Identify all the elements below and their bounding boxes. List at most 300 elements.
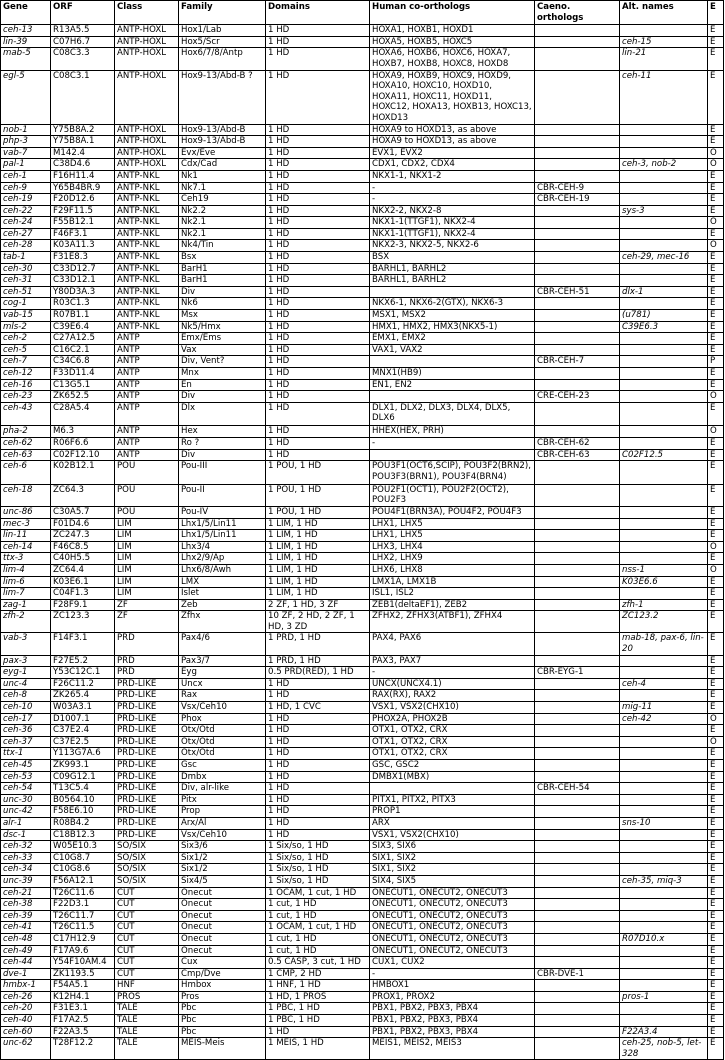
alt-names-cell: K03E6.6 (620, 576, 708, 588)
family-cell: Lhx2/9/Ap (179, 553, 266, 565)
family-cell: Nk2.2 (179, 205, 266, 217)
family-cell: Div (179, 449, 266, 461)
family-cell: LMX (179, 576, 266, 588)
human-orthologs-cell: ONECUT1, ONECUT2, ONECUT3 (370, 899, 535, 911)
family-cell: Nk4/Tin (179, 240, 266, 252)
orf-cell: ZC247.3 (51, 530, 115, 542)
evidence-cell: E (708, 1038, 724, 1060)
alt-names-cell: dlx-1 (620, 286, 708, 298)
orf-cell: C04F1.3 (51, 588, 115, 600)
table-row (1, 205, 724, 217)
class-cell: ANTP-HOXL (115, 36, 179, 48)
family-cell: Pou-IV (179, 506, 266, 518)
alt-names-cell: pros-1 (620, 991, 708, 1003)
domains-cell: 1 HD (266, 205, 370, 217)
class-cell: PRD-LIKE (115, 760, 179, 772)
orf-cell: R06F6.6 (51, 437, 115, 449)
class-cell: PRD-LIKE (115, 783, 179, 795)
domains-cell: 1 HD (266, 678, 370, 690)
evidence-cell: P (708, 356, 724, 368)
evidence-cell: E (708, 910, 724, 922)
orf-cell: M6.3 (51, 426, 115, 438)
evidence-cell: E (708, 611, 724, 633)
family-cell: Zeb (179, 599, 266, 611)
table-row (1, 310, 724, 322)
human-orthologs-cell (370, 449, 535, 461)
family-cell: Zfhx (179, 611, 266, 633)
family-cell: Nk6 (179, 298, 266, 310)
caeno-orthologs-cell: CBR-CEH-19 (535, 194, 620, 206)
gene-cell: ceh-13 (1, 25, 51, 37)
evidence-cell: E (708, 205, 724, 217)
family-cell: Nk5/Hmx (179, 321, 266, 333)
caeno-orthologs-cell: CBR-EYG-1 (535, 667, 620, 679)
class-cell: PRD (115, 667, 179, 679)
table-row (1, 829, 724, 841)
human-orthologs-cell: HOXA9, HOXB9, HOXC9, HOXD9, HOXA10, HOXC10, HOXD10, HOXA11, HOXC11, HOXD11, HOXC12, HOXA13, HOXB13, HOXC13, HOXD13 (370, 70, 535, 124)
caeno-orthologs-cell: CBR-CEH-51 (535, 286, 620, 298)
class-cell: TALE (115, 1038, 179, 1060)
caeno-orthologs-cell: CBR-CEH-62 (535, 437, 620, 449)
domains-cell: 1 LIM, 1 HD (266, 553, 370, 565)
alt-names-cell: C02F12.5 (620, 449, 708, 461)
caeno-orthologs-cell (535, 887, 620, 899)
class-cell: PRD-LIKE (115, 713, 179, 725)
table-row (1, 484, 724, 506)
table-row (1, 217, 724, 229)
caeno-orthologs-cell (535, 506, 620, 518)
gene-cell: ceh-1 (1, 170, 51, 182)
gene-cell: zfh-2 (1, 611, 51, 633)
alt-names-cell (620, 25, 708, 37)
family-cell: Cdx/Cad (179, 159, 266, 171)
domains-cell: 1 HD (266, 344, 370, 356)
family-cell: Otx/Otd (179, 736, 266, 748)
human-orthologs-cell: - (370, 968, 535, 980)
table-row (1, 1026, 724, 1038)
family-cell: Pou-II (179, 484, 266, 506)
alt-names-cell (620, 655, 708, 667)
domains-cell: 1 HD (266, 298, 370, 310)
alt-names-cell (620, 899, 708, 911)
alt-names-cell (620, 356, 708, 368)
domains-cell: 1 cut, 1 HD (266, 910, 370, 922)
human-orthologs-cell: PAX3, PAX7 (370, 655, 535, 667)
table-row (1, 240, 724, 252)
orf-cell: F17A2.5 (51, 1015, 115, 1027)
human-orthologs-cell: VSX1, VSX2(CHX10) (370, 702, 535, 714)
human-orthologs-cell: PBX1, PBX2, PBX3, PBX4 (370, 1026, 535, 1038)
alt-names-cell (620, 783, 708, 795)
table-row (1, 678, 724, 690)
caeno-orthologs-cell (535, 484, 620, 506)
alt-names-cell (620, 910, 708, 922)
table-row (1, 899, 724, 911)
alt-names-cell (620, 748, 708, 760)
gene-cell: tab-1 (1, 252, 51, 264)
table-row (1, 910, 724, 922)
family-cell: Dmbx (179, 771, 266, 783)
evidence-cell: O (708, 564, 724, 576)
family-cell: Hox9-13/Abd-B (179, 124, 266, 136)
caeno-orthologs-cell: CBR-DVE-1 (535, 968, 620, 980)
alt-names-cell (620, 344, 708, 356)
domains-cell: 1 HNF, 1 HD (266, 980, 370, 992)
gene-cell: ceh-63 (1, 449, 51, 461)
family-cell: Pros (179, 991, 266, 1003)
family-cell: Lhx1/5/Lin11 (179, 518, 266, 530)
table-row (1, 933, 724, 945)
domains-cell: 1 HD (266, 426, 370, 438)
family-cell: Onecut (179, 910, 266, 922)
class-cell: PRD-LIKE (115, 736, 179, 748)
domains-cell: 1 HD (266, 783, 370, 795)
alt-names-cell (620, 461, 708, 485)
table-row (1, 817, 724, 829)
header-evidence: E (708, 1, 724, 25)
domains-cell: 1 LIM, 1 HD (266, 530, 370, 542)
domains-cell: 1 HD (266, 356, 370, 368)
class-cell: ANTP-NKL (115, 182, 179, 194)
alt-names-cell: lin-21 (620, 48, 708, 70)
human-orthologs-cell: SIX1, SIX2 (370, 864, 535, 876)
alt-names-cell (620, 437, 708, 449)
gene-cell: ceh-2 (1, 333, 51, 345)
orf-cell: R03C1.3 (51, 298, 115, 310)
gene-cell: php-3 (1, 136, 51, 148)
caeno-orthologs-cell (535, 541, 620, 553)
evidence-cell: O (708, 736, 724, 748)
alt-names-cell (620, 667, 708, 679)
domains-cell: 1 POU, 1 HD (266, 461, 370, 485)
alt-names-cell (620, 541, 708, 553)
alt-names-cell (620, 368, 708, 380)
domains-cell: 1 HD (266, 725, 370, 737)
family-cell: Prop (179, 806, 266, 818)
table-row (1, 252, 724, 264)
domains-cell: 1 HD (266, 449, 370, 461)
table-row (1, 806, 724, 818)
class-cell: SO/SIX (115, 841, 179, 853)
caeno-orthologs-cell (535, 852, 620, 864)
evidence-cell: E (708, 333, 724, 345)
family-cell: Hmbox (179, 980, 266, 992)
orf-cell: ZK993.1 (51, 760, 115, 772)
orf-cell: B0564.10 (51, 794, 115, 806)
table-row (1, 298, 724, 310)
orf-cell: K03E6.1 (51, 576, 115, 588)
family-cell: Div, Vent? (179, 356, 266, 368)
human-orthologs-cell: - (370, 182, 535, 194)
gene-cell: ceh-62 (1, 437, 51, 449)
orf-cell: F29F11.5 (51, 205, 115, 217)
gene-cell: unc-30 (1, 794, 51, 806)
table-row (1, 25, 724, 37)
domains-cell: 1 HD (266, 182, 370, 194)
alt-names-cell (620, 147, 708, 159)
table-row (1, 725, 724, 737)
caeno-orthologs-cell (535, 310, 620, 322)
domains-cell: 1 HD (266, 806, 370, 818)
domains-cell: 1 PRD, 1 HD (266, 633, 370, 655)
alt-names-cell (620, 217, 708, 229)
alt-names-cell (620, 887, 708, 899)
orf-cell: Y113G7A.6 (51, 748, 115, 760)
class-cell: ANTP (115, 426, 179, 438)
evidence-cell: E (708, 875, 724, 887)
family-cell: Hox9-13/Abd-B (179, 136, 266, 148)
orf-cell: R07B1.1 (51, 310, 115, 322)
gene-cell: lin-39 (1, 36, 51, 48)
caeno-orthologs-cell (535, 368, 620, 380)
caeno-orthologs-cell (535, 599, 620, 611)
domains-cell: 1 HD (266, 124, 370, 136)
caeno-orthologs-cell (535, 170, 620, 182)
evidence-cell: E (708, 48, 724, 70)
class-cell: PRD-LIKE (115, 690, 179, 702)
gene-cell: unc-62 (1, 1038, 51, 1060)
caeno-orthologs-cell (535, 159, 620, 171)
gene-cell: nob-1 (1, 124, 51, 136)
gene-cell: pax-3 (1, 655, 51, 667)
orf-cell: M142.4 (51, 147, 115, 159)
family-cell: Ro ? (179, 437, 266, 449)
domains-cell: 0.5 PRD(RED), 1 HD (266, 667, 370, 679)
orf-cell: F56A12.1 (51, 875, 115, 887)
table-row (1, 275, 724, 287)
human-orthologs-cell: EVX1, EVX2 (370, 147, 535, 159)
table-row (1, 783, 724, 795)
domains-cell: 1 cut, 1 HD (266, 899, 370, 911)
domains-cell: 1 LIM, 1 HD (266, 541, 370, 553)
class-cell: ANTP (115, 344, 179, 356)
family-cell: Cux (179, 957, 266, 969)
class-cell: PRD (115, 655, 179, 667)
orf-cell: Y75B8A.1 (51, 136, 115, 148)
caeno-orthologs-cell (535, 933, 620, 945)
domains-cell: 1 HD (266, 1026, 370, 1038)
family-cell: Lhx1/5/Lin11 (179, 530, 266, 542)
domains-cell: 1 HD (266, 760, 370, 772)
table-row (1, 541, 724, 553)
domains-cell: 1 Six/so, 1 HD (266, 852, 370, 864)
caeno-orthologs-cell (535, 379, 620, 391)
alt-names-cell (620, 794, 708, 806)
evidence-cell: E (708, 70, 724, 124)
family-cell: Pax3/7 (179, 655, 266, 667)
class-cell: SO/SIX (115, 852, 179, 864)
human-orthologs-cell: POU4F1(BRN3A), POU4F2, POU4F3 (370, 506, 535, 518)
orf-cell: Y54F10AM.4 (51, 957, 115, 969)
class-cell: PRD (115, 633, 179, 655)
evidence-cell: O (708, 426, 724, 438)
family-cell: Vsx/Ceh10 (179, 702, 266, 714)
table-row (1, 170, 724, 182)
gene-cell: ceh-53 (1, 771, 51, 783)
domains-cell: 1 HD (266, 228, 370, 240)
human-orthologs-cell (370, 391, 535, 403)
domains-cell: 1 HD (266, 70, 370, 124)
human-orthologs-cell: PBX1, PBX2, PBX3, PBX4 (370, 1003, 535, 1015)
gene-cell: ceh-44 (1, 957, 51, 969)
evidence-cell: E (708, 298, 724, 310)
domains-cell: 1 HD (266, 748, 370, 760)
caeno-orthologs-cell (535, 864, 620, 876)
alt-names-cell (620, 518, 708, 530)
orf-cell: F54A5.1 (51, 980, 115, 992)
evidence-cell: E (708, 829, 724, 841)
family-cell: Eyg (179, 667, 266, 679)
gene-cell: ceh-31 (1, 275, 51, 287)
gene-cell: ceh-12 (1, 368, 51, 380)
evidence-cell: E (708, 599, 724, 611)
orf-cell: Y75B8A.2 (51, 124, 115, 136)
evidence-cell: O (708, 240, 724, 252)
human-orthologs-cell: - (370, 437, 535, 449)
caeno-orthologs-cell (535, 205, 620, 217)
alt-names-cell (620, 553, 708, 565)
evidence-cell: E (708, 980, 724, 992)
domains-cell: 1 HD (266, 48, 370, 70)
alt-names-cell (620, 1015, 708, 1027)
class-cell: TALE (115, 1015, 179, 1027)
class-cell: ANTP-NKL (115, 286, 179, 298)
class-cell: ANTP-HOXL (115, 159, 179, 171)
class-cell: ANTP-HOXL (115, 136, 179, 148)
alt-names-cell: ZC123.2 (620, 611, 708, 633)
gene-cell: vab-15 (1, 310, 51, 322)
class-cell: POU (115, 461, 179, 485)
family-cell: Emx/Ems (179, 333, 266, 345)
table-row (1, 841, 724, 853)
class-cell: PRD-LIKE (115, 702, 179, 714)
class-cell: ANTP (115, 333, 179, 345)
family-cell: BarH1 (179, 263, 266, 275)
class-cell: SO/SIX (115, 864, 179, 876)
domains-cell: 1 CMP, 2 HD (266, 968, 370, 980)
orf-cell: ZC123.3 (51, 611, 115, 633)
gene-cell: ceh-19 (1, 194, 51, 206)
family-cell: Islet (179, 588, 266, 600)
caeno-orthologs-cell (535, 588, 620, 600)
orf-cell: C39E6.4 (51, 321, 115, 333)
alt-names-cell (620, 864, 708, 876)
class-cell: ANTP-NKL (115, 310, 179, 322)
evidence-cell: E (708, 310, 724, 322)
class-cell: LIM (115, 541, 179, 553)
class-cell: PROS (115, 991, 179, 1003)
human-orthologs-cell: OTX1, OTX2, CRX (370, 748, 535, 760)
alt-names-cell: ceh-29, mec-16 (620, 252, 708, 264)
human-orthologs-cell: NKX2-2, NKX2-8 (370, 205, 535, 217)
header-human-co-orthologs: Human co-orthologs (370, 1, 535, 25)
table-row (1, 655, 724, 667)
gene-cell: ceh-49 (1, 945, 51, 957)
table-row (1, 159, 724, 171)
orf-cell: F22D3.1 (51, 899, 115, 911)
alt-names-cell (620, 426, 708, 438)
table-row (1, 48, 724, 70)
family-cell: Nk7.1 (179, 182, 266, 194)
orf-cell: T26C11.6 (51, 887, 115, 899)
orf-cell: ZK1193.5 (51, 968, 115, 980)
evidence-cell: E (708, 899, 724, 911)
human-orthologs-cell: POU2F1(OCT1), POU2F2(OCT2), POU2F3 (370, 484, 535, 506)
evidence-cell: E (708, 588, 724, 600)
domains-cell: 1 HD (266, 252, 370, 264)
family-cell: Gsc (179, 760, 266, 772)
gene-cell: ceh-54 (1, 783, 51, 795)
domains-cell: 1 HD (266, 817, 370, 829)
class-cell: LIM (115, 576, 179, 588)
family-cell: Pbc (179, 1003, 266, 1015)
gene-cell: ttx-1 (1, 748, 51, 760)
class-cell: HNF (115, 980, 179, 992)
caeno-orthologs-cell (535, 1003, 620, 1015)
orf-cell: T13C5.4 (51, 783, 115, 795)
family-cell: Six4/5 (179, 875, 266, 887)
domains-cell: 1 HD (266, 286, 370, 298)
class-cell: PRD-LIKE (115, 806, 179, 818)
alt-names-cell (620, 841, 708, 853)
domains-cell: 1 cut, 1 HD (266, 945, 370, 957)
evidence-cell: E (708, 806, 724, 818)
domains-cell: 1 PRD, 1 HD (266, 655, 370, 667)
caeno-orthologs-cell (535, 48, 620, 70)
gene-cell: ceh-27 (1, 228, 51, 240)
class-cell: PRD-LIKE (115, 817, 179, 829)
alt-names-cell (620, 182, 708, 194)
alt-names-cell: sns-10 (620, 817, 708, 829)
class-cell: LIM (115, 564, 179, 576)
alt-names-cell (620, 194, 708, 206)
table-row (1, 70, 724, 124)
class-cell: ANTP-HOXL (115, 147, 179, 159)
orf-cell: F33D11.4 (51, 368, 115, 380)
evidence-cell: E (708, 667, 724, 679)
gene-cell: unc-4 (1, 678, 51, 690)
gene-cell: ceh-5 (1, 344, 51, 356)
caeno-orthologs-cell (535, 1038, 620, 1060)
class-cell: ANTP-NKL (115, 298, 179, 310)
class-cell: LIM (115, 518, 179, 530)
family-cell: Cmp/Dve (179, 968, 266, 980)
evidence-cell: E (708, 968, 724, 980)
domains-cell: 1 HD (266, 333, 370, 345)
class-cell: CUT (115, 945, 179, 957)
human-orthologs-cell: ONECUT1, ONECUT2, ONECUT3 (370, 910, 535, 922)
gene-cell: ceh-36 (1, 725, 51, 737)
gene-cell: ceh-43 (1, 402, 51, 426)
human-orthologs-cell: RAX(RX), RAX2 (370, 690, 535, 702)
orf-cell: K03A11.3 (51, 240, 115, 252)
orf-cell: F28F9.1 (51, 599, 115, 611)
table-header (1, 1, 724, 25)
class-cell: ANTP-NKL (115, 205, 179, 217)
domains-cell: 1 LIM, 1 HD (266, 518, 370, 530)
domains-cell: 1 HD (266, 402, 370, 426)
alt-names-cell: ceh-11 (620, 70, 708, 124)
caeno-orthologs-cell (535, 217, 620, 229)
gene-cell: ceh-33 (1, 852, 51, 864)
evidence-cell: E (708, 182, 724, 194)
caeno-orthologs-cell (535, 875, 620, 887)
table-row (1, 147, 724, 159)
evidence-cell: E (708, 760, 724, 772)
caeno-orthologs-cell (535, 564, 620, 576)
orf-cell: C17H12.9 (51, 933, 115, 945)
caeno-orthologs-cell (535, 333, 620, 345)
